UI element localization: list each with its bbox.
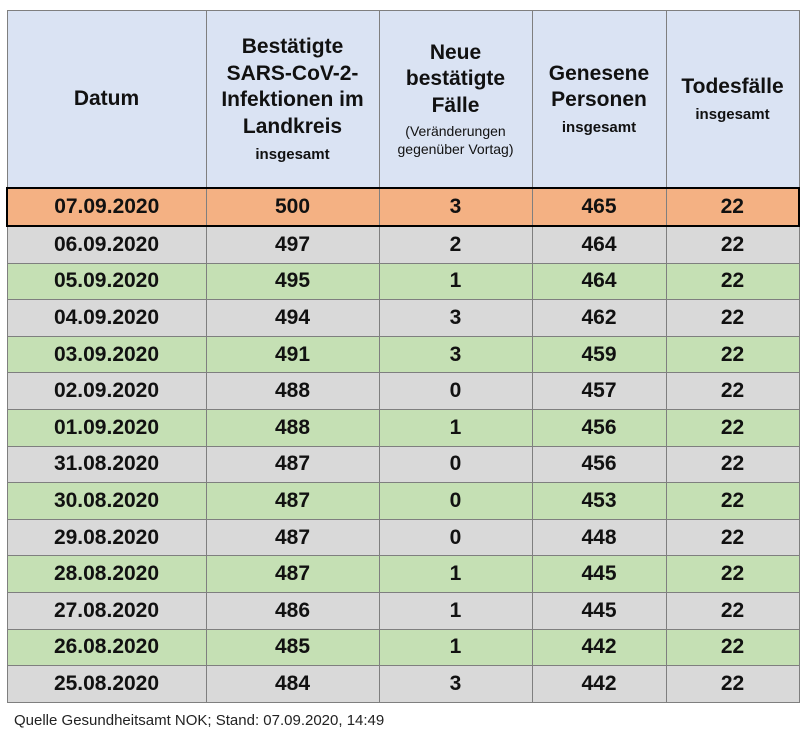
table-row (7, 446, 799, 483)
new-cases-cell: 3 (379, 188, 532, 226)
table-row (7, 629, 799, 666)
table-row (7, 188, 799, 226)
header-new-cases (379, 11, 532, 189)
deaths-cell: 22 (666, 409, 799, 446)
date-cell: 01.09.2020 (7, 409, 206, 446)
new-cases-cell: 0 (379, 483, 532, 520)
table-row (7, 226, 799, 263)
new-cases-cell: 1 (379, 409, 532, 446)
date-cell: 29.08.2020 (7, 519, 206, 556)
infections-cell: 488 (206, 373, 379, 410)
header-recovered (532, 11, 666, 189)
infections-cell: 487 (206, 519, 379, 556)
recovered-cell: 462 (532, 300, 666, 337)
recovered-cell: 464 (532, 263, 666, 300)
infections-cell: 488 (206, 409, 379, 446)
recovered-cell: 448 (532, 519, 666, 556)
recovered-cell: 459 (532, 336, 666, 373)
new-cases-cell: 1 (379, 263, 532, 300)
deaths-cell: 22 (666, 336, 799, 373)
date-cell: 30.08.2020 (7, 483, 206, 520)
date-cell: 31.08.2020 (7, 446, 206, 483)
recovered-cell: 465 (532, 188, 666, 226)
date-cell: 02.09.2020 (7, 373, 206, 410)
infections-cell: 487 (206, 446, 379, 483)
header-infections-title: Bestätigte SARS-CoV-2-Infektionen im Landkreis (221, 34, 364, 139)
infections-cell: 484 (206, 666, 379, 703)
table-row (7, 556, 799, 593)
table-row (7, 336, 799, 373)
recovered-cell: 442 (532, 629, 666, 666)
table-row (7, 592, 799, 629)
table-row (7, 409, 799, 446)
deaths-cell: 22 (666, 300, 799, 337)
header-deaths-title: Todesfälle (681, 74, 784, 98)
recovered-cell: 457 (532, 373, 666, 410)
table-row (7, 666, 799, 703)
infections-cell: 491 (206, 336, 379, 373)
recovered-cell: 456 (532, 446, 666, 483)
table-header (7, 11, 799, 189)
deaths-cell: 22 (666, 263, 799, 300)
case-statistics-table (6, 10, 800, 703)
new-cases-cell: 2 (379, 226, 532, 263)
date-cell: 05.09.2020 (7, 263, 206, 300)
date-cell: 07.09.2020 (7, 188, 206, 226)
new-cases-cell: 0 (379, 373, 532, 410)
new-cases-cell: 0 (379, 519, 532, 556)
date-cell: 06.09.2020 (7, 226, 206, 263)
infections-cell: 500 (206, 188, 379, 226)
recovered-cell: 445 (532, 592, 666, 629)
date-cell: 03.09.2020 (7, 336, 206, 373)
infections-cell: 487 (206, 556, 379, 593)
date-cell: 26.08.2020 (7, 629, 206, 666)
deaths-cell: 22 (666, 483, 799, 520)
deaths-cell: 22 (666, 188, 799, 226)
infections-cell: 495 (206, 263, 379, 300)
date-cell: 04.09.2020 (7, 300, 206, 337)
new-cases-cell: 1 (379, 629, 532, 666)
deaths-cell: 22 (666, 629, 799, 666)
deaths-cell: 22 (666, 373, 799, 410)
deaths-cell: 22 (666, 226, 799, 263)
infections-cell: 487 (206, 483, 379, 520)
infections-cell: 497 (206, 226, 379, 263)
deaths-cell: 22 (666, 592, 799, 629)
header-new-cases-note: (Veränderungen gegenüber Vortag) (397, 123, 514, 158)
table-row (7, 483, 799, 520)
new-cases-cell: 0 (379, 446, 532, 483)
recovered-cell: 442 (532, 666, 666, 703)
header-date (7, 11, 206, 189)
date-cell: 27.08.2020 (7, 592, 206, 629)
header-deaths (666, 11, 799, 189)
date-cell: 28.08.2020 (7, 556, 206, 593)
header-infections-sub: insgesamt (255, 146, 330, 164)
table-body (7, 188, 799, 702)
deaths-cell: 22 (666, 519, 799, 556)
header-deaths-sub: insgesamt (695, 105, 770, 123)
header-row (7, 11, 799, 189)
header-date-title: Datum (73, 86, 140, 110)
new-cases-cell: 3 (379, 300, 532, 337)
deaths-cell: 22 (666, 556, 799, 593)
header-infections (206, 11, 379, 189)
recovered-cell: 445 (532, 556, 666, 593)
recovered-cell: 453 (532, 483, 666, 520)
new-cases-cell: 3 (379, 666, 532, 703)
header-recovered-sub: insgesamt (561, 119, 637, 137)
infections-cell: 485 (206, 629, 379, 666)
infections-cell: 494 (206, 300, 379, 337)
recovered-cell: 464 (532, 226, 666, 263)
source-footnote: Quelle Gesundheitsamt NOK; Stand: 07.09.2020, 14:49 (14, 712, 385, 729)
header-new-cases-title: Neue bestätigte Fälle (405, 40, 506, 118)
new-cases-cell: 1 (379, 592, 532, 629)
header-recovered-title: Genesene Personen (548, 61, 650, 112)
table-row (7, 300, 799, 337)
table-row (7, 373, 799, 410)
new-cases-cell: 1 (379, 556, 532, 593)
deaths-cell: 22 (666, 666, 799, 703)
infections-cell: 486 (206, 592, 379, 629)
date-cell: 25.08.2020 (7, 666, 206, 703)
new-cases-cell: 3 (379, 336, 532, 373)
recovered-cell: 456 (532, 409, 666, 446)
table-row (7, 263, 799, 300)
deaths-cell: 22 (666, 446, 799, 483)
table-row (7, 519, 799, 556)
